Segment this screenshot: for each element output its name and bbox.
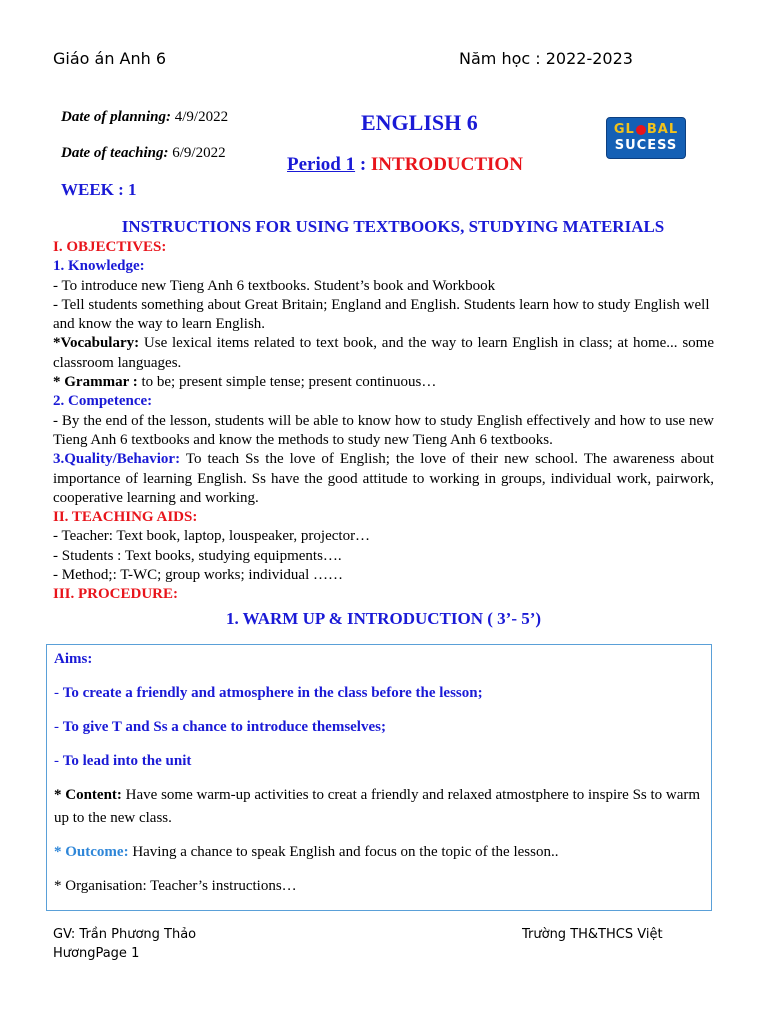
date-planning-value: 4/9/2022 [174, 109, 229, 125]
period-colon: : [359, 154, 367, 175]
lesson-body [53, 238, 714, 628]
period-name: INTRODUCTION [370, 154, 523, 175]
knowledge-item-1: - To introduce new Tieng Anh 6 textbooks. Student’s book and Workbook [53, 277, 496, 294]
knowledge-heading: 1. Knowledge: [53, 258, 145, 275]
vocabulary-line: *Vocabulary: Use lexical items related to text book, and the way to learn English in class; at home... some classroom languages. [53, 335, 714, 371]
teaching-aids-heading: II. TEACHING AIDS: [53, 509, 198, 526]
aims-label: Aims: [54, 651, 93, 667]
date-teaching-label: Date of teaching: [61, 145, 169, 161]
date-teaching-value: 6/9/2022 [172, 145, 226, 161]
date-of-teaching [61, 145, 226, 162]
aids-method: - Method;: T-WC; group works; individual …… [53, 567, 343, 584]
content-line: * Content: Have some warm-up activities to creat a friendly and relaxed atmostphere to inspire Ss to warm up to the new class. [54, 787, 701, 826]
footer-teacher: GV: Trần Phương Thảo [53, 927, 197, 942]
aim-item-3: - To lead into the unit [54, 753, 192, 769]
globe-icon [636, 125, 646, 135]
period-number: Period 1 [287, 154, 356, 175]
knowledge-item-2: - Tell students something about Great Britain; England and English. Students learn how to study English well and know the way to learn English. [53, 296, 710, 333]
aims-box [46, 644, 712, 911]
procedure-heading: III. PROCEDURE: [53, 586, 179, 603]
global-success-logo [606, 117, 686, 159]
footer-school: Trường TH&THCS Việt [522, 927, 663, 942]
logo-line-1: GL BAL [613, 122, 679, 137]
footer-page: HươngPage 1 [53, 946, 140, 961]
logo-line-2: SUCESS [614, 138, 678, 153]
header-left: Giáo án Anh 6 [53, 49, 167, 68]
quality-line: 3.Quality/Behavior: To teach Ss the love of English; the love of their new school. The awareness about importance of learning English. Ss have the good attitude to working in groups, individual work, pairwork, cooperative learning and working. [53, 451, 714, 506]
warmup-heading: 1. WARM UP & INTRODUCTION ( 3’- 5’) [225, 608, 542, 628]
date-of-planning: Date of planning: 4/9/2022 [61, 109, 229, 125]
instructions-heading: INSTRUCTIONS FOR USING TEXTBOOKS, STUDYING MATERIALS [121, 217, 665, 236]
outcome-line: * Outcome: Having a chance to speak English and focus on the topic of the lesson.. [54, 844, 559, 860]
aim-item-2: - To give T and Ss a chance to introduce themselves; [54, 719, 386, 735]
competence-item: - By the end of the lesson, students will be able to know how to study English effectively and how to use new Tieng Anh 6 textbooks and know the methods to study new Tieng Anh 6 textbooks. [53, 412, 714, 448]
grammar-line: * Grammar : to be; present simple tense; present continuous… [53, 374, 437, 391]
page-title: ENGLISH 6 [361, 110, 478, 135]
date-planning-label: Date of planning [61, 109, 167, 125]
competence-heading: 2. Competence: [53, 393, 153, 410]
footer-left [53, 925, 196, 963]
aids-students: - Students : Text books, studying equipments…. [53, 547, 342, 564]
header-right: Năm học : 2022-2023 [459, 49, 633, 68]
objectives-heading: I. OBJECTIVES: [53, 239, 167, 255]
aim-item-1: - To create a friendly and atmosphere in the class before the lesson; [54, 685, 483, 701]
organisation-line: * Organisation: Teacher’s instructions… [54, 878, 297, 894]
period-heading [287, 154, 523, 176]
week-label: WEEK : 1 [61, 180, 137, 199]
aids-teacher: - Teacher: Text book, laptop, louspeaker, projector… [53, 528, 371, 545]
